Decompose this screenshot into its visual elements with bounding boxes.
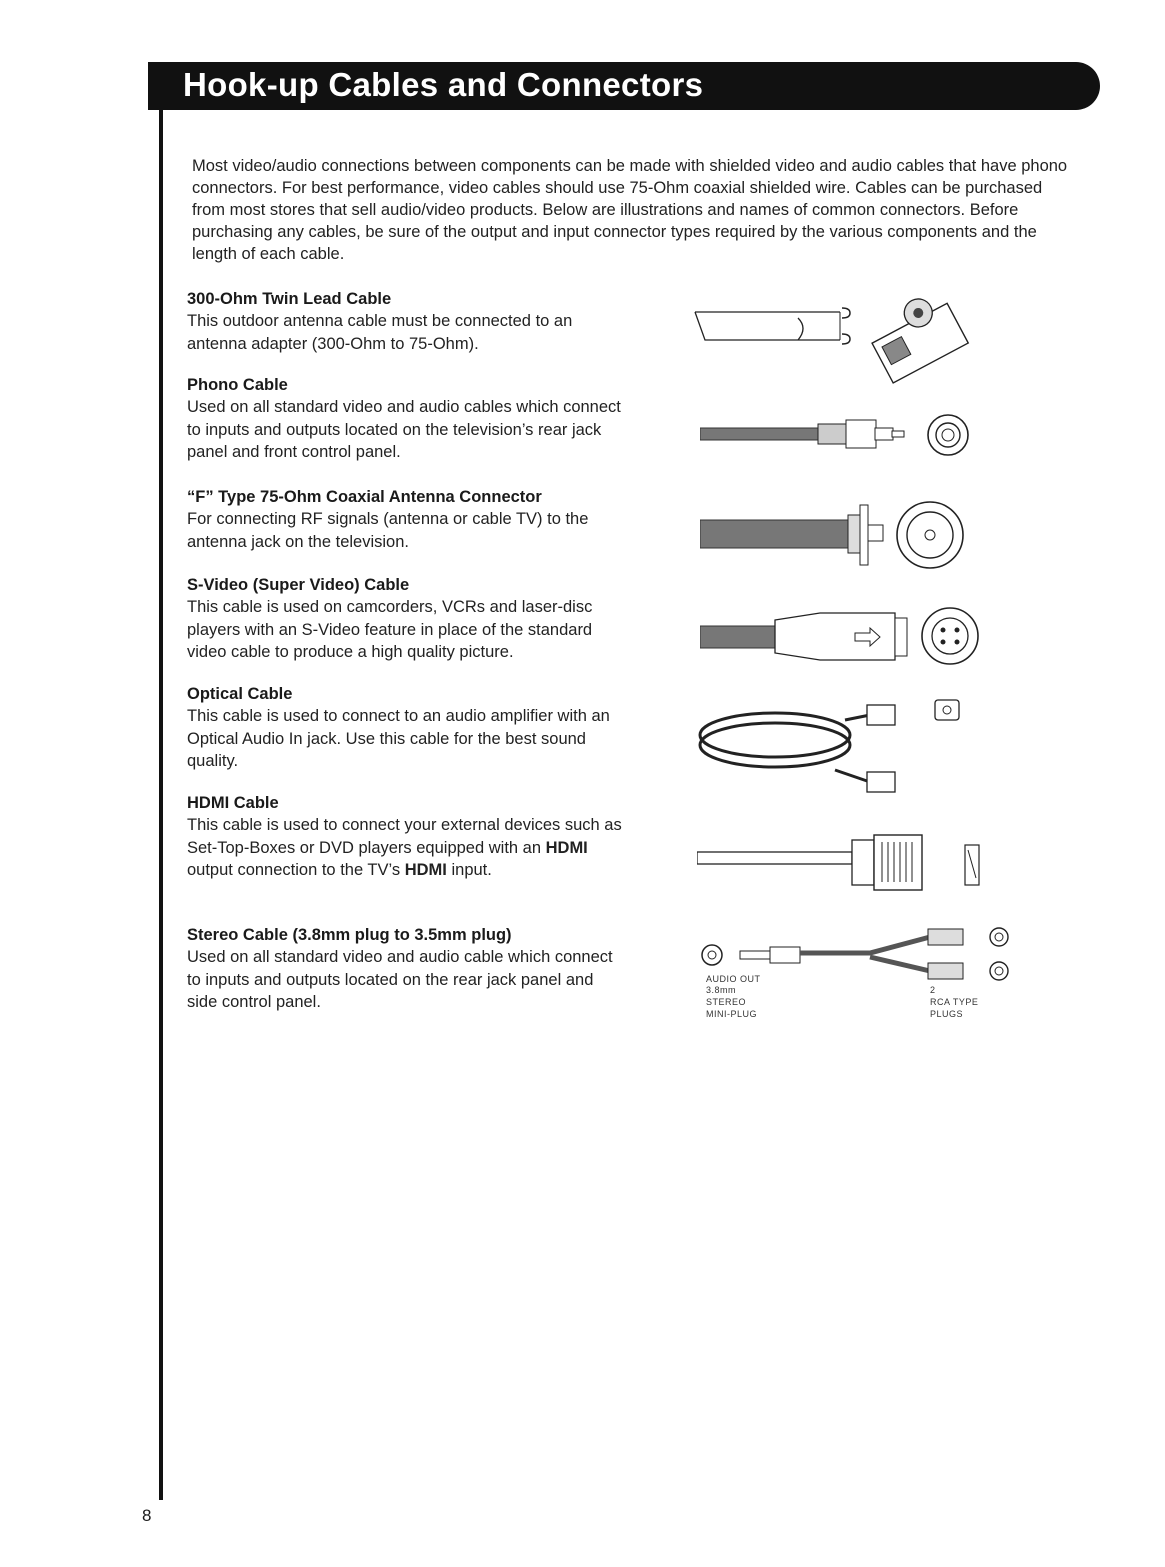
intro-paragraph: Most video/audio connections between components can be made with shielded video and audio cables that have phono connectors. For best performance, video cables should use 75-Ohm coaxial shielded wire. Cables can be purchased from most stores that sell audio/video products. Below are illustrations and names of common connectors. Before purchasing any cables, be sure of the output and input connector types required by the various components and the length of each cable. bbox=[192, 157, 1068, 263]
section-title: “F” Type 75-Ohm Coaxial Antenna Connector bbox=[187, 488, 542, 506]
hdmi-emphasis: HDMI bbox=[404, 861, 447, 879]
stereo-label-right-1: 2 bbox=[930, 985, 936, 995]
body-text: input. bbox=[446, 861, 492, 879]
section-title: Optical Cable bbox=[187, 685, 293, 703]
section-title: 300-Ohm Twin Lead Cable bbox=[187, 290, 392, 308]
f-type-connector-illustration bbox=[700, 495, 990, 580]
section-body: This outdoor antenna cable must be connected to an antenna adapter (300-Ohm to 75-Ohm). bbox=[187, 312, 573, 353]
s-video-cable-illustration bbox=[700, 598, 990, 673]
stereo-label-left-3: STEREO bbox=[706, 997, 747, 1007]
hdmi-emphasis: HDMI bbox=[545, 838, 588, 857]
stereo-label-left-4: MINI-PLUG bbox=[706, 1009, 758, 1019]
section-hdmi bbox=[187, 792, 627, 882]
optical-cable-illustration bbox=[695, 690, 985, 800]
section-body: Used on all standard video and audio cables which connect to inputs and outputs located on the television’s rear jack panel and front control panel. bbox=[187, 398, 621, 461]
section-title: Phono Cable bbox=[187, 376, 288, 394]
section-s-video bbox=[187, 574, 627, 664]
margin-rule bbox=[159, 108, 163, 1500]
body-text: This cable is used to connect your external devices such as Set-Top-Boxes or DVD players equipped with an bbox=[187, 816, 622, 857]
body-text: output connection to the TV’s bbox=[187, 861, 405, 879]
stereo-label-right-3: PLUGS bbox=[930, 1009, 964, 1019]
phono-cable-illustration bbox=[700, 410, 980, 470]
section-phono bbox=[187, 374, 627, 464]
page-number: 8 bbox=[142, 1506, 152, 1525]
section-body: This cable is used on camcorders, VCRs and laser-disc players with an S-Video feature in place of the standard video cable to produce a high quality picture. bbox=[187, 598, 593, 661]
section-title: Stereo Cable (3.8mm plug to 3.5mm plug) bbox=[187, 926, 512, 944]
section-body: For connecting RF signals (antenna or cable TV) to the antenna jack on the television. bbox=[187, 510, 589, 551]
section-f-type bbox=[187, 486, 627, 553]
hdmi-cable-illustration bbox=[697, 830, 987, 895]
section-body: Used on all standard video and audio cable which connect to inputs and outputs located on the rear jack panel and side control panel. bbox=[187, 948, 613, 1011]
section-title: S-Video (Super Video) Cable bbox=[187, 576, 410, 594]
stereo-label-right-2: RCA TYPE bbox=[930, 997, 979, 1007]
section-body bbox=[187, 814, 627, 882]
stereo-label-left-2: 3.8mm bbox=[706, 985, 737, 995]
page-title: Hook-up Cables and Connectors bbox=[183, 66, 704, 103]
section-body: This cable is used to connect to an audio amplifier with an Optical Audio In jack. Use this cable for the best sound quality. bbox=[187, 707, 610, 770]
section-twin-lead bbox=[187, 288, 627, 355]
section-title: HDMI Cable bbox=[187, 794, 279, 812]
twin-lead-cable-illustration bbox=[690, 290, 990, 385]
section-stereo bbox=[187, 924, 627, 1014]
stereo-label-left-1: AUDIO OUT bbox=[706, 974, 761, 984]
section-optical bbox=[187, 683, 627, 773]
